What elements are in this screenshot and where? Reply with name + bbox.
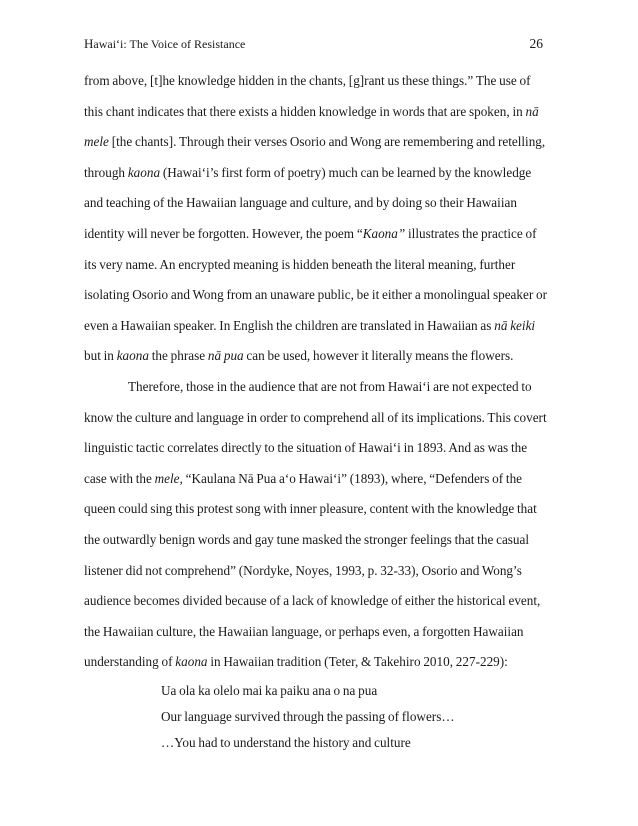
running-head-text: awai‘i: The Voice of Resistance [93, 37, 246, 51]
italic-text: kaona [116, 348, 149, 364]
body-line [84, 66, 554, 97]
italic-text: mele [84, 134, 109, 150]
body-line [84, 219, 554, 250]
text-run: from above, [t]he knowledge hidden in the chants, [g]rant us these things.” The use of [84, 73, 531, 88]
text-run: identity will never be forgotten. However, the poem “ [84, 225, 363, 241]
text-run: (Hawai‘i’s first form of poetry) much can be learned by the knowledge [160, 164, 532, 180]
text-run: [the chants]. Through their verses Osorio and Wong are remembering and retelling, [108, 134, 546, 150]
body-line [84, 525, 554, 556]
text-run: this chant indicates that there exists a hidden knowledge in words that are spoken, in [84, 103, 526, 119]
text-run: listener did not comprehend” (Nordyke, Noyes, 1993, p. 32-33), Osorio and Wong’s [84, 562, 522, 578]
text-run: in Hawaiian tradition (Teter, & Takehiro 2010, 227-229): [207, 654, 508, 670]
body-line [84, 188, 554, 219]
text-run: the outwardly benign words and gay tune masked the stronger feelings that the casual [84, 531, 530, 547]
text-run: can be used, however it literally means the flowers. [243, 348, 514, 364]
italic-text: kaona [175, 654, 208, 670]
italic-text: Kaona” [362, 225, 406, 241]
italic-text: kaona [127, 164, 161, 180]
text-run: and teaching of the Hawaiian language and culture, and by doing so their Hawaiian [84, 195, 517, 211]
body-line [84, 372, 554, 403]
quoted-verse-line: …You had to understand the history and culture [161, 735, 411, 751]
body-line [84, 464, 554, 495]
body-line [84, 433, 554, 464]
text-run: illustrates the practice of [405, 225, 537, 241]
text-run: Therefore, those in the audience that are not from Hawai‘i are not expected to [128, 378, 532, 394]
body-line [84, 280, 554, 311]
text-run: but in [84, 348, 117, 364]
running-head [84, 36, 245, 52]
text-run: through [84, 164, 128, 180]
italic-text: nā pua [207, 348, 244, 364]
italic-text: nā [525, 103, 539, 119]
text-run: “Kaulana Nā Pua a‘o Hawai‘i” (1893), where, “Defenders of the [182, 470, 523, 486]
body-line [84, 127, 554, 158]
text-run: its very name. An encrypted meaning is hidden beneath the literal meaning, further [84, 256, 516, 272]
text-run: even a Hawaiian speaker. In English the children are translated in Hawaiian as [84, 317, 495, 333]
text-run: the Hawaiian culture, the Hawaiian language, or perhaps even, a forgotten Hawaiian [84, 623, 524, 639]
running-head-initial: H [84, 36, 94, 51]
body-line [84, 494, 554, 525]
body-text [84, 66, 554, 757]
body-line [84, 158, 554, 189]
text-run: the phrase [148, 348, 208, 364]
text-run: audience becomes divided because of a lack of knowledge of either the historical event, [84, 593, 541, 609]
italic-text: mele, [154, 470, 183, 486]
text-run: case with the [84, 470, 155, 486]
body-line [84, 341, 554, 372]
body-line [84, 556, 554, 587]
text-run: understanding of [84, 654, 176, 670]
body-line [84, 586, 554, 617]
text-run: linguistic tactic correlates directly to the situation of Hawai‘i in 1893. And as was the [84, 440, 528, 456]
body-line [84, 617, 554, 648]
body-line [84, 97, 554, 128]
quoted-verse-line: Ua ola ka olelo mai ka paiku ana o na pua [161, 682, 378, 698]
body-line [84, 250, 554, 281]
text-run: queen could sing this protest song with inner pleasure, content with the knowledge that [84, 501, 537, 517]
page-number: 26 [529, 36, 543, 51]
body-line [84, 647, 554, 678]
quoted-verse-line: Our language survived through the passing of flowers… [161, 709, 455, 725]
body-line [84, 403, 554, 434]
text-run: isolating Osorio and Wong from an unaware public, be it either a monolingual speaker or [84, 287, 548, 303]
italic-text: nā keiki [494, 317, 536, 333]
text-run: know the culture and language in order to comprehend all of its implications. This covert [84, 409, 547, 425]
body-line [84, 311, 554, 342]
